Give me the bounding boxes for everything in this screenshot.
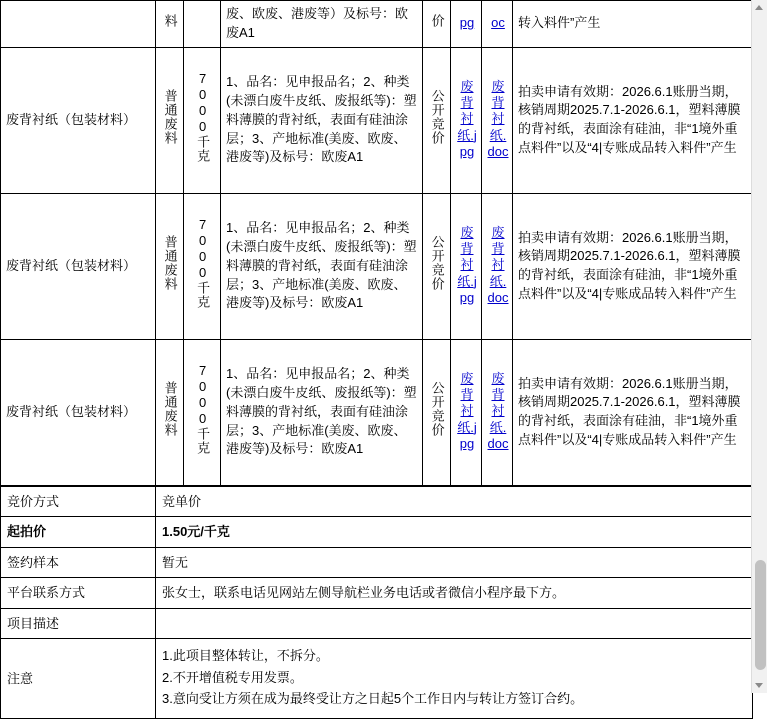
lot-name xyxy=(1,1,156,48)
table-row xyxy=(1,339,753,485)
lot-bid-type: 价 xyxy=(423,1,451,48)
auction-info-table xyxy=(0,486,753,719)
lot-attachment-1[interactable] xyxy=(451,47,482,193)
lot-description: 1、品名：见申报品名；2、种类(未漂白废牛皮纸、废报纸等)：塑料薄膜的背衬纸，表面有硅油涂层；3、产地标准(美废、欧废、港废等)及标号：欧废A1 xyxy=(221,47,423,193)
contract-sample-value: 暂无 xyxy=(156,547,753,578)
lot-category: 普通废料 xyxy=(156,47,184,193)
lot-remark: 拍卖申请有效期：2026.6.1账册当期，核销周期2025.7.1-2026.6.1，塑料薄膜的背衬纸，表面涂有硅油，非“1境外重点料件”以及“4|专账成品转入料件”产生 xyxy=(513,193,753,339)
info-row-bid-method xyxy=(1,486,753,517)
attachment-link-jpg[interactable]: 废背衬纸.jpg xyxy=(457,370,477,451)
chevron-up-icon xyxy=(755,5,763,10)
lot-description: 废、欧废、港废等）及标号：欧废A1 xyxy=(221,1,423,48)
project-desc-value xyxy=(156,608,753,639)
notice-label: 注意 xyxy=(1,639,156,719)
platform-contact-value: 张女士，联系电话见网站左侧导航栏业务电话或者微信小程序最下方。 xyxy=(156,578,753,609)
bid-method-label: 竞价方式 xyxy=(1,486,156,517)
lot-remark: 拍卖申请有效期：2026.6.1账册当期，核销周期2025.7.1-2026.6.1，塑料薄膜的背衬纸，表面涂有硅油，非“1境外重点料件”以及“4|专账成品转入料件”产生 xyxy=(513,47,753,193)
bid-method-value: 竞单价 xyxy=(156,486,753,517)
chevron-down-icon xyxy=(755,683,763,688)
contract-sample-label: 签约样本 xyxy=(1,547,156,578)
lot-name: 废背衬纸（包装材料） xyxy=(1,193,156,339)
info-row-project-desc xyxy=(1,608,753,639)
attachment-link-jpg[interactable]: 废背衬纸.jpg xyxy=(457,224,477,305)
notice-item: 1.此项目整体转让，不拆分。 xyxy=(162,648,329,664)
vertical-scrollbar[interactable] xyxy=(751,0,767,693)
lot-attachment-2[interactable] xyxy=(482,193,513,339)
attachment-link-doc[interactable]: 废背衬纸.doc xyxy=(487,224,509,305)
lot-attachment-2[interactable] xyxy=(482,339,513,485)
lot-description: 1、品名：见申报品名；2、种类(未漂白废牛皮纸、废报纸等)：塑料薄膜的背衬纸，表面有硅油涂层；3、产地标准(美废、欧废、港废等)及标号：欧废A1 xyxy=(221,193,423,339)
table-row xyxy=(1,193,753,339)
lot-bid-type: 公开竞价 xyxy=(423,193,451,339)
lot-category: 普通废料 xyxy=(156,193,184,339)
start-price-value: 1.50元/千克 xyxy=(156,517,753,548)
notice-value xyxy=(156,639,753,719)
attachment-link-doc[interactable]: 废背衬纸.doc xyxy=(487,78,509,159)
scroll-up-button[interactable] xyxy=(752,0,767,15)
scrollbar-thumb[interactable] xyxy=(755,560,766,670)
lot-category: 料 xyxy=(156,1,184,48)
project-desc-label: 项目描述 xyxy=(1,608,156,639)
info-row-contract-sample xyxy=(1,547,753,578)
lot-remark: 转入料件”产生 xyxy=(513,1,753,48)
table-row xyxy=(1,1,753,48)
info-row-start-price xyxy=(1,517,753,548)
lot-description: 1、品名：见申报品名；2、种类(未漂白废牛皮纸、废报纸等)：塑料薄膜的背衬纸，表面有硅油涂层；3、产地标准(美废、欧废、港废等)及标号：欧废A1 xyxy=(221,339,423,485)
info-row-platform-contact xyxy=(1,578,753,609)
lot-attachment-1[interactable] xyxy=(451,339,482,485)
lot-name: 废背衬纸（包装材料） xyxy=(1,339,156,485)
table-row xyxy=(1,47,753,193)
start-price-label: 起拍价 xyxy=(1,517,156,548)
lot-bid-type: 公开竞价 xyxy=(423,47,451,193)
lot-attachment-1[interactable] xyxy=(451,193,482,339)
lot-category: 普通废料 xyxy=(156,339,184,485)
notice-item: 3.意向受让方须在成为最终受让方之日起5个工作日内与转让方签订合约。 xyxy=(162,691,584,707)
lot-quantity: 7000千克 xyxy=(184,339,221,485)
attachment-link-doc[interactable]: 废背衬纸.doc xyxy=(487,370,509,451)
lot-name: 废背衬纸（包装材料） xyxy=(1,47,156,193)
scroll-down-button[interactable] xyxy=(752,678,767,693)
lot-bid-type: 公开竞价 xyxy=(423,339,451,485)
lot-attachment-2[interactable] xyxy=(482,1,513,48)
lot-attachment-1[interactable] xyxy=(451,1,482,48)
lot-attachment-2[interactable] xyxy=(482,47,513,193)
attachment-link-jpg[interactable]: pg xyxy=(459,15,475,31)
lot-remark: 拍卖申请有效期：2026.6.1账册当期，核销周期2025.7.1-2026.6.1，塑料薄膜的背衬纸，表面涂有硅油，非“1境外重点料件”以及“4|专账成品转入料件”产生 xyxy=(513,339,753,485)
lot-quantity xyxy=(184,1,221,48)
info-row-notice xyxy=(1,639,753,719)
lot-quantity: 7000千克 xyxy=(184,193,221,339)
notice-item: 2.不开增值税专用发票。 xyxy=(162,669,303,685)
attachment-link-doc[interactable]: oc xyxy=(491,15,505,31)
lot-quantity: 7000千克 xyxy=(184,47,221,193)
attachment-link-jpg[interactable]: 废背衬纸.jpg xyxy=(457,78,477,159)
platform-contact-label: 平台联系方式 xyxy=(1,578,156,609)
